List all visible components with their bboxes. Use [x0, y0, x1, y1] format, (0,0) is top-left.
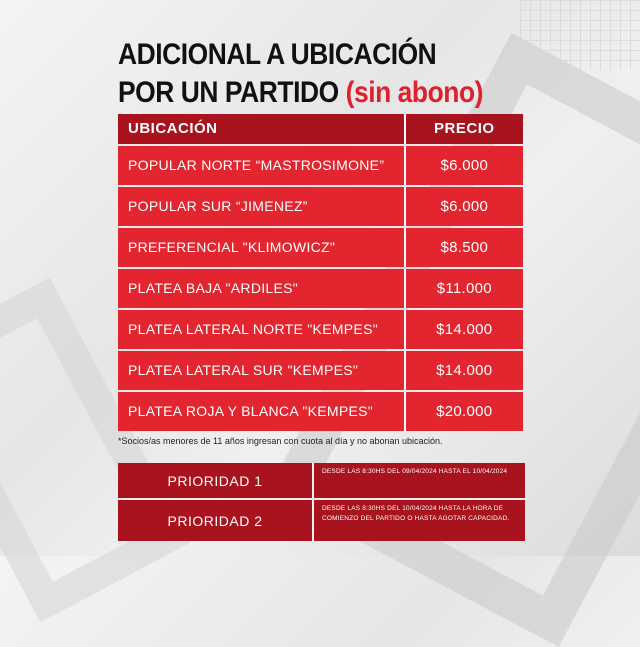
table-row: [118, 392, 523, 431]
table-row: [118, 187, 523, 226]
table-header: [118, 114, 523, 144]
title-line-1: ADICIONAL A UBICACIÓN: [118, 38, 437, 71]
row-ubicacion: PLATEA LATERAL NORTE "KEMPES": [128, 321, 378, 337]
row-precio: $14.000: [404, 351, 523, 390]
header-precio: PRECIO: [404, 114, 523, 144]
row-precio: $11.000: [404, 269, 523, 308]
table-row: [118, 228, 523, 267]
title-line-2: POR UN PARTIDO: [118, 76, 339, 109]
background-grid-pattern: [520, 0, 640, 70]
row-ubicacion: PREFERENCIAL "KLIMOWICZ": [128, 239, 336, 255]
table-row: [118, 310, 523, 349]
row-precio: $6.000: [404, 146, 523, 185]
priority-table: [118, 463, 525, 541]
table-row: [118, 269, 523, 308]
table-row: [118, 351, 523, 390]
price-table: [118, 114, 523, 431]
priority-detail: DESDE LAS 8:30HS DEL 09/04/2024 HASTA EL 10/04/2024: [312, 463, 525, 498]
row-precio: $14.000: [404, 310, 523, 349]
priority-label: PRIORIDAD 1: [167, 472, 263, 489]
row-ubicacion: PLATEA BAJA "ARDILES": [128, 280, 299, 296]
priority-label: PRIORIDAD 2: [167, 512, 263, 529]
priority-detail: DESDE LAS 8:30HS DEL 10/04/2024 HASTA LA HORA DE COMIENZO DEL PARTIDO O HASTA AGOTAR CAPACIDAD.: [312, 500, 525, 541]
row-ubicacion: POPULAR SUR “JIMENEZ”: [128, 198, 308, 214]
priority-row: [118, 500, 525, 541]
title-highlight: (sin abono): [345, 76, 484, 109]
row-precio: $20.000: [404, 392, 523, 431]
header-ubicacion: UBICACIÓN: [128, 120, 218, 137]
priority-row: [118, 463, 525, 500]
page-title: [118, 36, 483, 112]
row-ubicacion: PLATEA ROJA Y BLANCA "KEMPES": [128, 403, 374, 419]
row-precio: $6.000: [404, 187, 523, 226]
table-row: [118, 146, 523, 185]
footnote: *Socios/as menores de 11 años ingresan con cuota al día y no abonan ubicación.: [118, 436, 443, 446]
row-ubicacion: POPULAR NORTE “MASTROSIMONE”: [128, 157, 385, 173]
row-ubicacion: PLATEA LATERAL SUR "KEMPES": [128, 362, 359, 378]
row-precio: $8.500: [404, 228, 523, 267]
